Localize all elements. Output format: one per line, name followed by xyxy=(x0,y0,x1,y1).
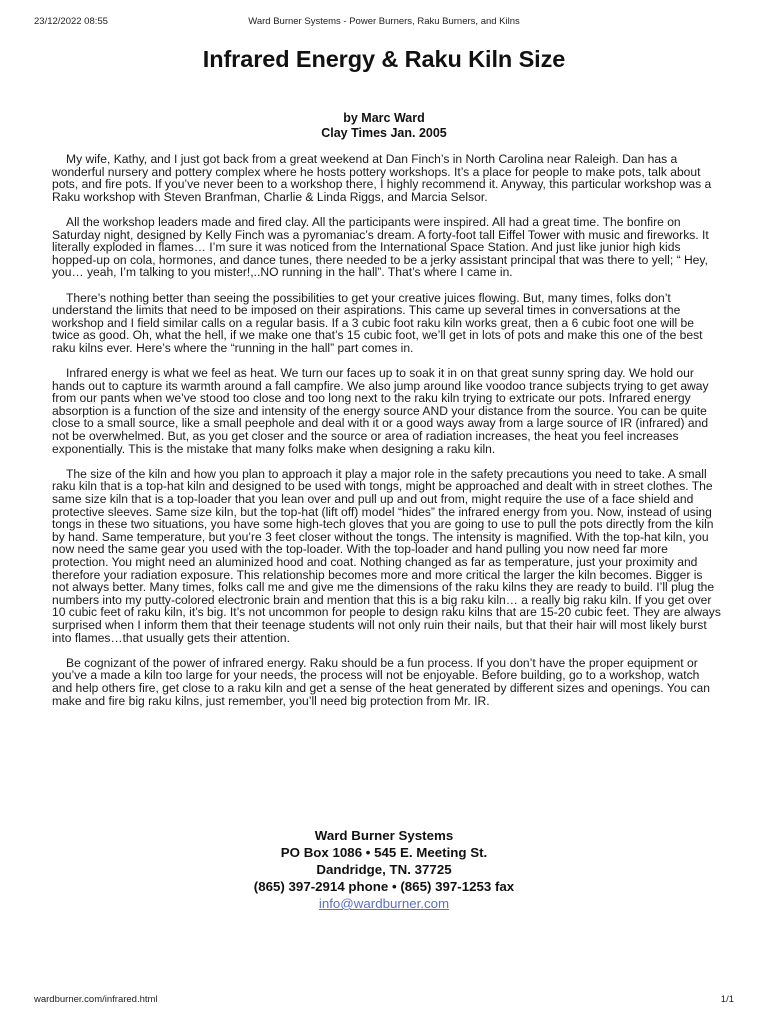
print-footer xyxy=(34,994,734,1008)
contact-block xyxy=(0,827,768,912)
print-datetime: 23/12/2022 08:55 xyxy=(34,16,108,27)
mailing-address: PO Box 1086 • 545 E. Meeting St. xyxy=(280,845,488,860)
paragraph: Infrared energy is what we feel as heat. We turn our faces up to soak it in on that great sunny spring day. We hold our hands out to capture its warmth around a fall campfire. We also jump around like voodoo trance subjects trying to get away from our pants when we’ve stood too close and too long next to the raku kiln trying to extricate our pots. Infrared energy absorption is a function of the size and intensity of the energy source AND your distance from the source. You can be quite close to a small source, like a small peephole and deal with it or a good ways away from a large source of IR (infrared) and not be overwhelmed. But, as you get closer and the source or area of radiation increases, the heat you feel increases exponentially. This is the mistake that many folks make when designing a raku kiln. xyxy=(52,366,709,456)
email-link[interactable]: info@wardburner.com xyxy=(318,896,450,911)
article-title: Infrared Energy & Raku Kiln Size xyxy=(202,46,566,72)
city-state-zip: Dandridge, TN. 37725 xyxy=(316,862,452,877)
print-page-title: Ward Burner Systems - Power Burners, Raku Burners, and Kilns xyxy=(248,16,520,27)
byline xyxy=(0,111,768,141)
company-name: Ward Burner Systems xyxy=(314,828,454,843)
paragraph: My wife, Kathy, and I just got back from a great weekend at Dan Finch’s in North Carolina near Raleigh. Dan has a wonderful nursery and pottery complex where he hosts pottery workshops. It’s a place for people to make pots, talk about pots, and fire pots. If you’ve never been to a workshop there, I highly recommend it. Anyway, this particular workshop was a Raku workshop with Steven Branfman, Charlie & Linda Riggs, and Marcia Selsor. xyxy=(52,152,712,204)
paragraph: The size of the kiln and how you plan to approach it play a major role in the safety precautions you need to take. A small raku kiln that is a top-hat kiln and designed to be used with tongs, might be approached and dealt with in street clothes. The same size kiln that is a top-loader that you lean over and pull up and out from, might require the use of a face shield and protective sleeves. Same size kiln, but the top-hat (lift off) model “hides” the infrared energy from you. Now, instead of using tongs in these two situations, you have some high-tech gloves that you are going to use to pull the pots directly from the kiln by hand. Same temperature, but you’re 3 feet closer without the tongs. The intensity is magnified. With the top-hat kiln, you now need the same gear you used with the top-loader. With the top-loader and hand pulling you now need far more protection. You might need an aluminized hood and coat. Nothing changed as far as temperature, just your proximity and therefore your radiation exposure. This relationship becomes more and more critical the larger the kiln becomes. Bigger is not always better. Many times, folks call me and give me the dimensions of the raku kilns they are ready to build. I’ll plug the numbers into my putty-colored electronic brain and mention that this is a big raku kiln… a really big raku kiln. If you get over 10 cubic feet of raku kiln, it’s big. It’s not uncommon for people to design raku kilns that are 15-20 cubic feet. They are always surprised when I inform them that their teenage students will not only ruin their nails, but that their hair will most likely burst into flames…that usually gets their attention. xyxy=(52,466,721,645)
article-body xyxy=(52,153,722,720)
author: by Marc Ward xyxy=(343,111,425,125)
phone-fax: (865) 397-2914 phone • (865) 397-1253 fax xyxy=(253,879,515,894)
paragraph: There’s nothing better than seeing the possibilities to get your creative juices flowing. But, many times, folks don’t understand the limits that need to be imposed on their aspirations. This came up several times in conversations at the workshop and I field similar calls on a regular basis. If a 3 cubic foot raku kiln works great, then a 6 cubic foot one will be twice as good. Oh, what the hell, if we make one that’s 15 cubic foot, we’ll get in lots of pots and make this one of the best raku kilns ever. Here’s where the “running in the hall” part comes in. xyxy=(52,290,703,355)
print-url: wardburner.com/infrared.html xyxy=(34,994,158,1005)
publication-source: Clay Times Jan. 2005 xyxy=(321,126,447,140)
paragraph: Be cognizant of the power of infrared energy. Raku should be a fun process. If you don’t have the proper equipment or you’ve a made a kiln too large for your needs, the process will not be enjoyable. Before building, go to a workshop, watch and help others fire, get close to a raku kiln and get a sense of the heat generated by different sizes and openings. You can make and fire big raku kilns, just remember, you’ll need big protection from Mr. IR. xyxy=(52,655,710,708)
paragraph: All the workshop leaders made and fired clay. All the participants were inspired. All had a great time. The bonfire on Saturday night, designed by Kelly Finch was a pyromaniac’s dream. A forty-foot tall Eiffel Tower with music and fireworks. It literally exploded in flames… I’m sure it was noticed from the International Space Station. And just like junior high kids hopped-up on cola, hormones, and dance tunes, there needed to be a jerky assistant principal that was there to yell; “ Hey, you… yeah, I’m talking to you mister!,..NO running in the hall”. That’s where I came in. xyxy=(52,214,709,280)
print-page-number: 1/1 xyxy=(720,994,734,1005)
print-header xyxy=(34,16,734,30)
